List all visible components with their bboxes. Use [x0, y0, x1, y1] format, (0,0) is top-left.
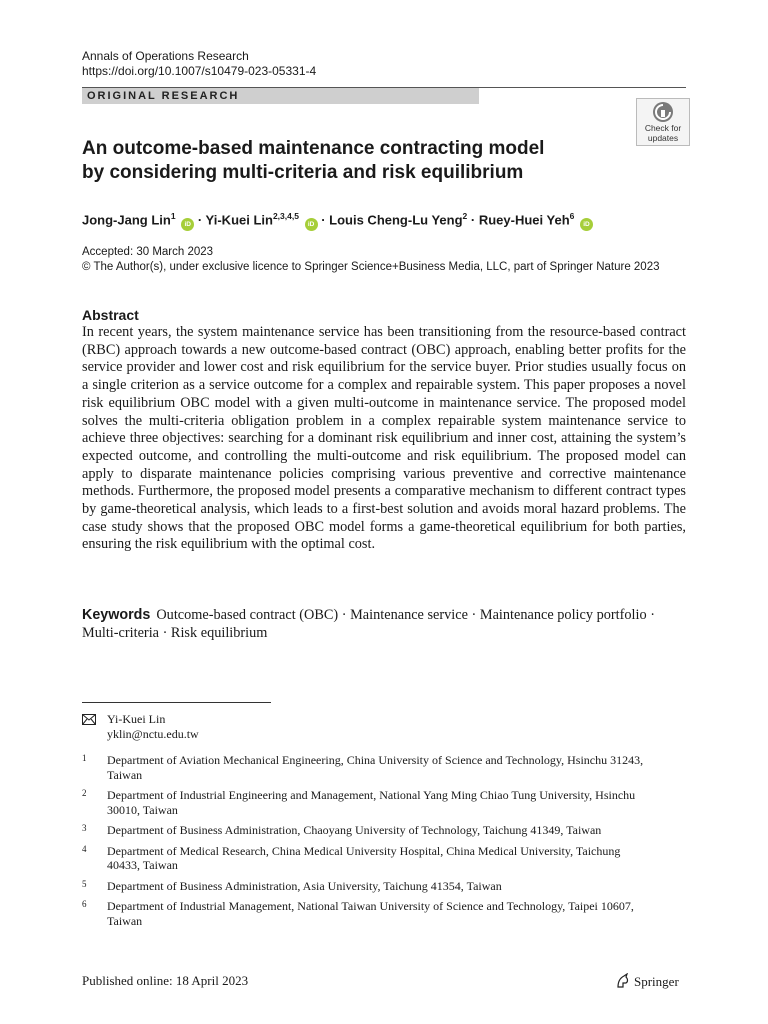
article-title [82, 137, 622, 185]
author-name[interactable]: Louis Cheng-Lu Yeng [329, 212, 463, 228]
journal-name: Annals of Operations Research [82, 49, 249, 63]
affiliation-number: 6 [82, 899, 87, 909]
corresponding-author-name: Yi-Kuei Lin [107, 712, 166, 726]
affiliation-text: Department of Aviation Mechanical Engineering, China University of Science and Technology, Hsinchu 31243, Taiwan [107, 753, 644, 782]
springer-horse-icon [615, 973, 631, 989]
author-affiliation-sup: 2 [462, 211, 468, 221]
affiliation-item [82, 879, 686, 894]
author-list [82, 207, 593, 231]
affiliation-number: 1 [82, 753, 87, 763]
publisher-mark[interactable] [615, 973, 679, 990]
published-date: Published online: 18 April 2023 [82, 973, 249, 988]
author-separator: · [321, 212, 330, 228]
author-affiliation-sup: 6 [569, 211, 575, 221]
affiliation-item [82, 753, 686, 782]
keywords-text: Outcome-based contract (OBC) · Maintenance service · Maintenance policy portfolio · Multi-criteria · Risk equilibrium [82, 607, 655, 641]
affiliation-text: Department of Medical Research, China Medical University Hospital, China Medical University, Taichung 40433, Taiwan [107, 843, 621, 872]
check-updates-icon [652, 101, 674, 123]
affiliation-number: 5 [82, 878, 87, 889]
publisher-name: Springer [634, 974, 679, 989]
affiliation-number: 4 [82, 843, 87, 854]
affiliations-list [82, 753, 686, 934]
orcid-icon[interactable]: iD [580, 218, 593, 231]
author-affiliation-sup: 2,3,4,5 [272, 211, 299, 221]
footnote-rule [82, 702, 271, 703]
affiliation-item [82, 823, 686, 838]
affiliation-text: Department of Business Administration, Asia University, Taichung 41354, Taiwan [107, 878, 502, 893]
keywords-label: Keywords [82, 607, 151, 623]
author-name[interactable]: Jong-Jang Lin [82, 212, 171, 228]
affiliation-item [82, 788, 686, 817]
author-separator: · [470, 212, 479, 228]
badge-line-2: updates [647, 133, 679, 143]
check-for-updates-badge[interactable] [636, 98, 690, 146]
keywords [82, 606, 686, 642]
affiliation-number: 3 [82, 823, 87, 833]
orcid-icon[interactable]: iD [181, 218, 194, 231]
copyright-notice: © The Author(s), under exclusive licence to Springer Science+Business Media, LLC, part of Springer Nature 2023 [82, 261, 660, 273]
author-name[interactable]: Yi-Kuei Lin [205, 212, 273, 228]
affiliation-text: Department of Business Administration, Chaoyang University of Technology, Taichung 41349, Taiwan [107, 823, 602, 837]
article-dates [82, 245, 660, 275]
title-line-1: An outcome-based maintenance contracting model [82, 138, 545, 159]
affiliation-text: Department of Industrial Management, National Taiwan University of Science and Technology, Taipei 10607, Taiwan [107, 899, 634, 928]
affiliation-text: Department of Industrial Engineering and Management, National Yang Ming Chiao Tung University, Hsinchu 30010, Taiwan [107, 788, 636, 817]
affiliation-item [82, 844, 686, 873]
affiliation-item [82, 899, 686, 928]
badge-line-1: Check for [644, 123, 682, 133]
abstract-body: In recent years, the system maintenance service has been transitioning from the resource-based contract (RBC) approach towards a new outcome-based contract (OBC) approach, enabling better profits for the service provider and lower cost and risk equilibrium for the service buyer. Prior studies usually focus on a single criterion as a service outcome for a complex and repairable system. This paper proposes a novel risk equilibrium OBC model with a given multi-outcome in maintenance service. The proposed model solves the multi-criteria obligation problem in a complex repairable system maintenance service to achieve three objectives: searching for a dominant risk equilibrium and inner cost, attaining the system’s expected outcome, and controlling the multi-outcome and risk equilibrium. The proposed model can apply to disparate maintenance policies comprising various preventive and corrective maintenance methods. Furthermore, the proposed model presents a comparative mechanism to different contract types by game-theoretical analysis, which leads to a first-best solution and avoids moral hazard problems. The case study shows that the proposed OBC model forms a game-theoretical equilibrium for both parties, ensuring the risk equilibrium with the optimal cost. [82, 324, 686, 553]
section-label: ORIGINAL RESEARCH [82, 88, 479, 104]
orcid-icon[interactable]: iD [305, 218, 318, 231]
corresponding-author-email[interactable]: yklin@nctu.edu.tw [107, 727, 199, 741]
affiliation-number: 2 [82, 788, 87, 798]
journal-info [82, 49, 316, 79]
doi-link[interactable]: https://doi.org/10.1007/s10479-023-05331-4 [82, 64, 317, 78]
author-name[interactable]: Ruey-Huei Yeh [478, 212, 570, 228]
title-line-2: by considering multi-criteria and risk equilibrium [82, 162, 524, 183]
author-separator: · [197, 212, 206, 228]
author-affiliation-sup: 1 [170, 211, 176, 221]
abstract-heading: Abstract [82, 307, 139, 323]
accepted-date: Accepted: 30 March 2023 [82, 246, 214, 258]
envelope-icon [82, 714, 96, 725]
